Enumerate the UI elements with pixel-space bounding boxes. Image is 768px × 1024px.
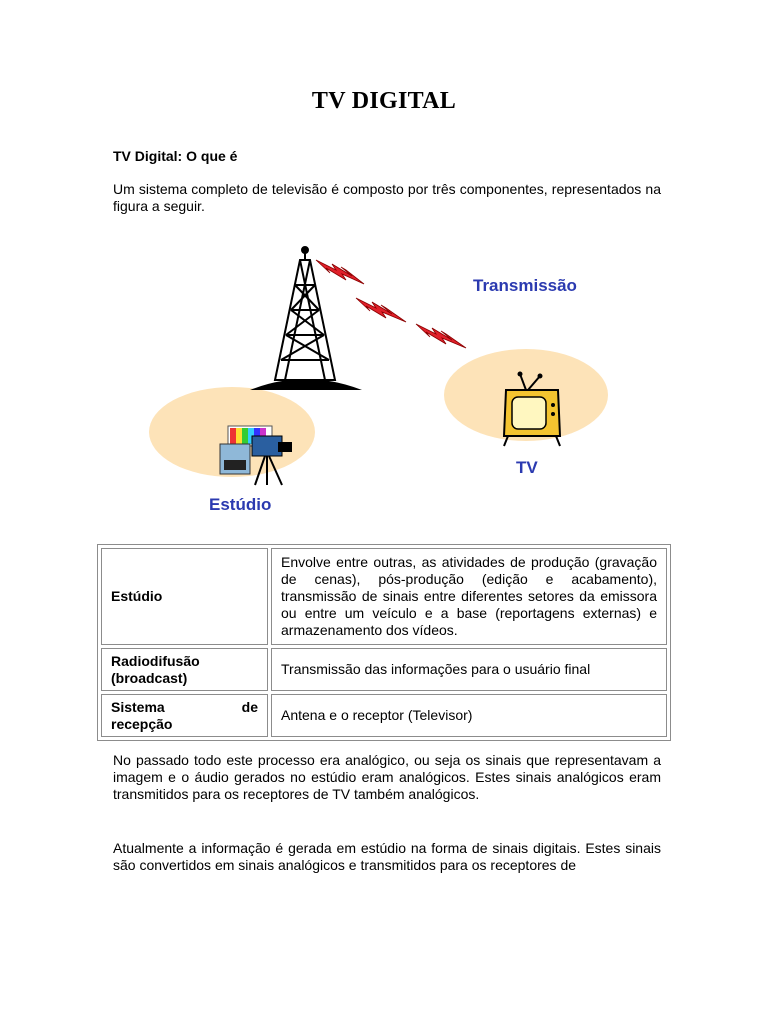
table-row xyxy=(101,548,667,645)
table-row xyxy=(101,694,667,737)
current-paragraph: Atualmente a informação é gerada em estúdio na forma de sinais digitais. Estes sinais são convertidos em sinais analógicos e transmitidos para os receptores de xyxy=(113,840,661,873)
row-label: Estúdio xyxy=(101,548,268,645)
row-label: Radiodifusão (broadcast) xyxy=(101,648,268,691)
tv-system-figure xyxy=(140,240,620,525)
page-title: TV DIGITAL xyxy=(311,88,457,114)
section-subtitle: TV Digital: O que é xyxy=(113,148,238,164)
row-label-part: Sistema xyxy=(111,698,165,715)
table-row xyxy=(101,648,667,691)
row-description: Envolve entre outras, as atividades de produção (gravação de cenas), pós-produção (edição e acabamento), transmissão de sinais entre diferentes setores da emissora ou entre um veículo e a base (reportagens externas) e armazenamento dos vídeos. xyxy=(271,548,667,645)
tv-label: TV xyxy=(516,458,538,477)
studio-label: Estúdio xyxy=(209,495,272,514)
history-paragraph: No passado todo este processo era analógico, ou seja os sinais que representavam a imagem e o áudio gerados no estúdio eram analógicos. Estes sinais analógicos eram transmitidos para os receptores de TV também analógicos. xyxy=(113,752,661,802)
row-label-part: de xyxy=(241,698,258,715)
transmission-label: Transmissão xyxy=(473,276,577,295)
intro-paragraph: Um sistema completo de televisão é composto por três componentes, representados na figura a seguir. xyxy=(113,181,661,214)
row-description: Antena e o receptor (Televisor) xyxy=(271,694,667,737)
signal-bolts-icon xyxy=(316,260,466,348)
components-table xyxy=(97,544,671,741)
row-label-part: recepção xyxy=(111,715,173,732)
row-description: Transmissão das informações para o usuário final xyxy=(271,648,667,691)
tower-base xyxy=(250,379,362,390)
row-label xyxy=(101,694,268,737)
